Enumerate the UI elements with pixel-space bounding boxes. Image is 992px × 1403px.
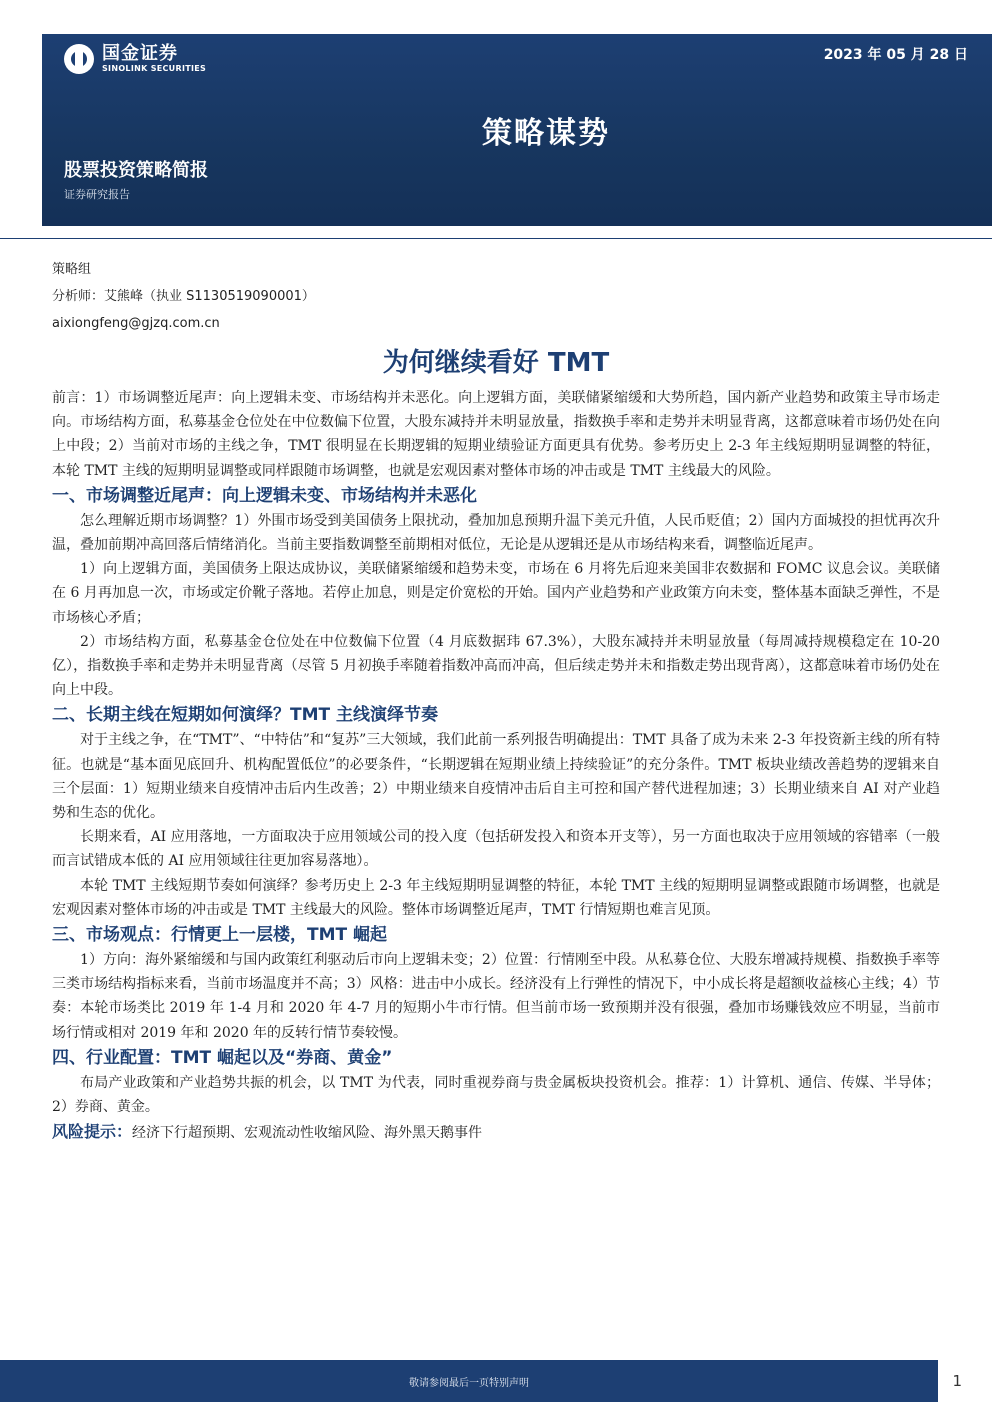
logo-english: SINOLINK SECURITIES xyxy=(102,64,207,73)
header-divider xyxy=(0,238,992,239)
report-body xyxy=(52,386,940,1146)
footer-bar xyxy=(0,1360,938,1402)
section-1-paragraph: 2）市场结构方面，私募基金仓位处在中位数偏下位置（4 月底数据玮 67.3%），大股东减持并未明显放量（每周减持规模稳定在 10-20 亿），指数换手率和走势并未明显背离（尽管 5 月初换手率随着指数冲高而冲高，但后续走势并未和指数走势出现背离），这都意味着市场仍处在向上中段。 xyxy=(52,633,940,699)
analyst-email[interactable]: aixiongfeng@gjzq.com.cn xyxy=(52,316,220,331)
company-logo xyxy=(64,44,206,74)
section-1-paragraph: 怎么理解近期市场调整？1）外围市场受到美国债务上限扰动，叠加加息预期升温下美元升值，人民币贬值；2）国内方面城投的担忧再次升温，叠加前期冲高回落后情绪消化。当前主要指数调整至前期相对低位，无论是从逻辑还是从市场结构来看，调整临近尾声。 xyxy=(52,512,940,554)
author-block xyxy=(52,256,315,337)
section-4-heading: 四、行业配置：TMT 崛起以及“券商、黄金” xyxy=(52,1047,393,1068)
risk-notice xyxy=(52,1119,940,1146)
team-name: 策略组 xyxy=(52,262,92,277)
section-1-paragraph: 1）向上逻辑方面，美国债务上限达成协议，美联储紧缩缓和趋势未变，市场在 6 月将先后迎来美国非农数据和 FOMC 议息会议。美联储在 6 月再加息一次，市场或定价靴子落地。若停止加息，则是定价宽松的开始。国内产业趋势和产业政策方向未变，整体基本面缺乏弹性，不是市场核心矛盾； xyxy=(52,561,940,626)
page-number: 1 xyxy=(952,1372,962,1390)
intro-paragraph: 前言：1）市场调整近尾声：向上逻辑未变、市场结构并未恶化。向上逻辑方面，美联储紧缩缓和大势所趋，国内新产业趋势和政策主导市场走向。市场结构方面，私募基金仓位处在中位数偏下位置，大股东减持并未明显放量，指数换手率和走势并未明显背离，这都意味着市场仍处在向上中段；2）当前对市场的主线之争，TMT 很明显在长期逻辑的短期业绩验证方面更具有优势。参考历史上 2-3 年主线短期明显调整的特征，本轮 TMT 主线的短期明显调整或同样跟随市场调整，也就是宏观因素对整体市场的冲击或是 TMT 主线最大的风险。 xyxy=(52,390,940,479)
report-date: 2023 年 05 月 28 日 xyxy=(823,47,968,63)
report-series: 股票投资策略简报 xyxy=(64,160,208,181)
risk-label: 风险提示： xyxy=(52,1122,133,1142)
section-2-paragraph: 对于主线之争，在“TMT”、“中特估”和“复苏”三大领域，我们此前一系列报告明确提出：TMT 具备了成为未来 2-3 年投资新主线的所有特征。也就是“基本面见底回升、机构配置低位”的必要条件，“长期逻辑在短期业绩上持续验证”的充分条件。TMT 板块业绩改善趋势的逻辑来自三个层面：1）短期业绩来自疫情冲击后内生改善；2）中期业绩来自疫情冲击后自主可控和国产替代进程加速；3）长期业绩来自 AI 对产业趋势和生态的优化。 xyxy=(52,732,940,822)
disclaimer-notice: 敬请参阅最后一页特别声明 xyxy=(409,1378,529,1389)
report-title: 为何继续看好 TMT xyxy=(382,348,610,378)
column-title: 策略谋势 xyxy=(482,116,610,151)
section-1-heading: 一、市场调整近尾声：向上逻辑未变、市场结构并未恶化 xyxy=(52,485,477,506)
risk-text: 经济下行超预期、宏观流动性收缩风险、海外黑天鹅事件 xyxy=(132,1125,483,1142)
section-2-heading: 二、长期主线在短期如何演绎？TMT 主线演绎节奏 xyxy=(52,705,439,726)
logo-emblem-icon xyxy=(64,44,94,74)
report-type: 证券研究报告 xyxy=(64,188,130,201)
section-3-paragraph: 1）方向：海外紧缩缓和与国内政策红利驱动后市向上逻辑未变；2）位置：行情刚至中段。从私募仓位、大股东增减持规模、指数换手率等三类市场结构指标来看，当前市场温度并不高；3）风格：进击中小成长。经济没有上行弹性的情况下，中小成长将是超额收益核心主线；4）节奏：本轮市场类比 2019 年 1-4 月和 2020 年 4-7 月的短期小牛市行情。但当前市场一致预期并没有很强，叠加市场赚钱效应不明显，当前市场行情或相对 2019 年和 2020 年的反转行情节奏较慢。 xyxy=(52,952,940,1041)
logo-chinese: 国金证券 xyxy=(102,43,178,64)
analyst-name: 分析师：艾熊峰（执业 S1130519090001） xyxy=(52,289,315,304)
section-2-paragraph: 长期来看，AI 应用落地，一方面取决于应用领域公司的投入度（包括研发投入和资本开支等），另一方面也取决于应用领域的容错率（一般而言试错成本低的 AI 应用领域往往更加容易落地）。 xyxy=(52,829,940,870)
section-3-heading: 三、市场观点：行情更上一层楼，TMT 崛起 xyxy=(52,925,388,946)
section-2-paragraph: 本轮 TMT 主线短期节奏如何演绎？参考历史上 2-3 年主线短期明显调整的特征，本轮 TMT 主线的短期明显调整或跟随市场调整，也就是宏观因素对整体市场的冲击或是 TMT 主线最大的风险。整体市场调整近尾声，TMT 行情短期也难言见顶。 xyxy=(52,877,940,918)
section-4-paragraph: 布局产业政策和产业趋势共振的机会，以 TMT 为代表，同时重视券商与贵金属板块投资机会。推荐：1）计算机、通信、传媒、半导体；2）券商、黄金。 xyxy=(52,1074,940,1116)
